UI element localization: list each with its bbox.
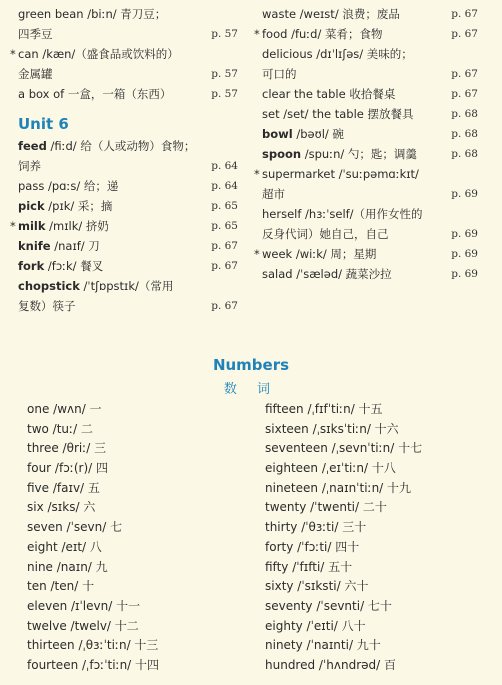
vocab-text: spoon /spuːn/ 勺；匙；调羹 <box>262 147 417 161</box>
number-entry: twenty /ˈtwenti/ 二十 <box>265 500 387 515</box>
vocab-text: salad /ˈsæləd/ 蔬菜沙拉 <box>262 267 392 281</box>
number-entry: ninety /ˈnaɪnti/ 九十 <box>265 638 381 653</box>
number-entry: fourteen /ˌfɔːˈtiːn/ 十四 <box>27 657 160 672</box>
vocab-text: 复数）筷子 <box>18 299 76 313</box>
number-entry: sixty /ˈsɪksti/ 六十 <box>265 579 369 594</box>
page-reference: p. 68 <box>451 128 478 140</box>
number-entry: two /tuː/ 二 <box>27 421 93 436</box>
page-reference: p. 69 <box>451 228 478 240</box>
number-entry: thirteen /ˌθɜːˈtiːn/ 十三 <box>27 638 159 653</box>
vocab-entry <box>18 24 238 44</box>
vocab-text: fork /fɔːk/ 餐叉 <box>18 259 104 273</box>
core-word-marker: * <box>10 219 16 233</box>
vocab-entry <box>18 196 238 216</box>
vocab-entry <box>18 276 238 296</box>
vocab-text: 饲养 <box>18 159 41 173</box>
number-entry: four /fɔː(r)/ 四 <box>27 461 108 476</box>
vocab-entry <box>262 44 478 64</box>
vocab-text: 可口的 <box>262 67 297 81</box>
core-word-marker: * <box>254 247 260 261</box>
vocab-list-right <box>254 4 478 284</box>
number-entry: nineteen /ˌnaɪnˈtiːn/ 十九 <box>265 480 412 495</box>
vocab-text: pass /pɑːs/ 给；递 <box>18 179 119 193</box>
vocab-text: a box of 一盒，一箱（东西） <box>18 87 172 101</box>
page-reference: p. 57 <box>211 28 238 40</box>
vocab-text: food /fuːd/ 菜肴；食物 <box>262 27 383 41</box>
vocab-text: can /kæn/（盛食品或饮料的） <box>18 47 179 61</box>
vocab-entry <box>262 124 478 144</box>
vocab-entry <box>18 156 238 176</box>
core-word-marker: * <box>10 47 16 61</box>
page-reference: p. 67 <box>451 8 478 20</box>
numbers-right-column <box>265 400 422 676</box>
vocab-entry <box>254 24 478 44</box>
page-reference: p. 57 <box>211 68 238 80</box>
number-entry: nine /naɪn/ 九 <box>27 559 108 574</box>
left-vocab-column <box>10 4 238 316</box>
vocab-entry <box>18 136 238 156</box>
vocab-text: knife /naɪf/ 刀 <box>18 239 100 253</box>
number-entry: seven /ˈsevn/ 七 <box>27 520 123 535</box>
unit-heading: Unit 6 <box>18 115 69 133</box>
vocab-entry <box>18 236 238 256</box>
vocab-entry <box>18 4 238 24</box>
vocab-entry <box>262 264 478 284</box>
vocab-text: 金属罐 <box>18 67 53 81</box>
vocab-text: week /wiːk/ 周；星期 <box>262 247 377 261</box>
vocab-entry <box>18 84 238 104</box>
page-reference: p. 67 <box>451 88 478 100</box>
vocab-text: supermarket /ˈsuːpəmɑːkɪt/ <box>262 167 419 181</box>
vocab-text: milk /mɪlk/ 挤奶 <box>18 219 109 233</box>
page-reference: p. 57 <box>211 88 238 100</box>
page-reference: p. 68 <box>451 148 478 160</box>
number-entry: eleven /ɪˈlevn/ 十一 <box>27 598 141 613</box>
vocab-entry <box>262 84 478 104</box>
vocab-text: delicious /dɪˈlɪʃəs/ 美味的； <box>262 47 413 61</box>
page-reference: p. 67 <box>211 300 238 312</box>
right-vocab-column <box>254 4 478 284</box>
vocab-entry <box>262 4 478 24</box>
number-entry: three /θriː/ 三 <box>27 441 107 456</box>
number-entry: fifty /ˈfɪfti/ 五十 <box>265 559 353 574</box>
number-entry: five /faɪv/ 五 <box>27 480 100 495</box>
vocab-text: feed /fiːd/ 给（人或动物）食物； <box>18 139 196 153</box>
vocab-entry <box>254 164 478 184</box>
number-entry: six /sɪks/ 六 <box>27 500 96 515</box>
vocab-text: 超市 <box>262 187 285 201</box>
number-entry: seventy /ˈsevnti/ 七十 <box>265 598 392 613</box>
page-reference: p. 64 <box>211 180 238 192</box>
vocab-entry <box>262 184 478 204</box>
vocab-text: bowl /bəʊl/ 碗 <box>262 127 344 141</box>
vocab-entry <box>10 44 238 64</box>
vocab-text: clear the table 收拾餐桌 <box>262 87 396 101</box>
vocab-text: 反身代词）她自己，自己 <box>262 227 389 241</box>
number-entry: eighteen /ˌeɪˈtiːn/ 十八 <box>265 461 396 476</box>
page-reference: p. 69 <box>451 248 478 260</box>
page-reference: p. 67 <box>451 28 478 40</box>
vocab-entry <box>262 144 478 164</box>
vocab-list-continued <box>10 4 238 104</box>
number-entry: fifteen /ˌfɪfˈtiːn/ 十五 <box>265 402 383 416</box>
number-entry: eight /eɪt/ 八 <box>27 539 102 554</box>
vocab-text: set /set/ the table 摆放餐具 <box>262 107 414 121</box>
vocab-entry <box>262 64 478 84</box>
vocab-entry <box>262 104 478 124</box>
number-entry: sixteen /ˌsɪksˈtiːn/ 十六 <box>265 421 399 436</box>
number-entry: ten /ten/ 十 <box>27 579 95 594</box>
page-reference: p. 68 <box>451 108 478 120</box>
vocab-entry <box>262 204 478 224</box>
vocab-entry <box>18 64 238 84</box>
page-reference: p. 67 <box>451 68 478 80</box>
page-reference: p. 67 <box>211 240 238 252</box>
vocab-text: chopstick /ˈtʃɒpstɪk/（常用 <box>18 279 174 293</box>
numbers-subheading: 数 词 <box>223 382 279 397</box>
page-reference: p. 65 <box>211 200 238 212</box>
number-entry: forty /ˈfɔːti/ 四十 <box>265 539 360 554</box>
vocab-text: green bean /biːn/ 青刀豆； <box>18 7 167 21</box>
vocab-list-unit6 <box>10 136 238 316</box>
vocab-entry <box>10 216 238 236</box>
vocab-text: pick /pɪk/ 采；摘 <box>18 199 113 213</box>
vocab-entry <box>18 256 238 276</box>
page-reference: p. 69 <box>451 268 478 280</box>
page-reference: p. 67 <box>211 260 238 272</box>
number-entry: eighty /ˈeɪti/ 八十 <box>265 618 366 633</box>
number-entry: seventeen /ˌsevnˈtiːn/ 十七 <box>265 441 423 456</box>
numbers-left-column <box>27 400 159 676</box>
page-reference: p. 65 <box>211 220 238 232</box>
number-entry: one /wʌn/ 一 <box>27 402 102 416</box>
core-word-marker: * <box>254 27 260 41</box>
vocab-text: herself /hɜːˈself/（用作女性的 <box>262 207 423 221</box>
vocab-text: waste /weɪst/ 浪费；废品 <box>262 7 400 21</box>
vocab-text: 四季豆 <box>18 27 53 41</box>
vocab-entry <box>262 224 478 244</box>
number-entry: twelve /twelv/ 十二 <box>27 618 139 633</box>
page-reference: p. 69 <box>451 188 478 200</box>
core-word-marker: * <box>254 167 260 181</box>
number-entry: thirty /ˈθɜːti/ 三十 <box>265 520 367 535</box>
numbers-heading: Numbers <box>212 356 290 374</box>
vocab-entry <box>18 296 238 316</box>
vocab-entry <box>18 176 238 196</box>
page-reference: p. 64 <box>211 160 238 172</box>
vocab-entry <box>254 244 478 264</box>
number-entry: hundred /ˈhʌndrəd/ 百 <box>265 657 396 672</box>
